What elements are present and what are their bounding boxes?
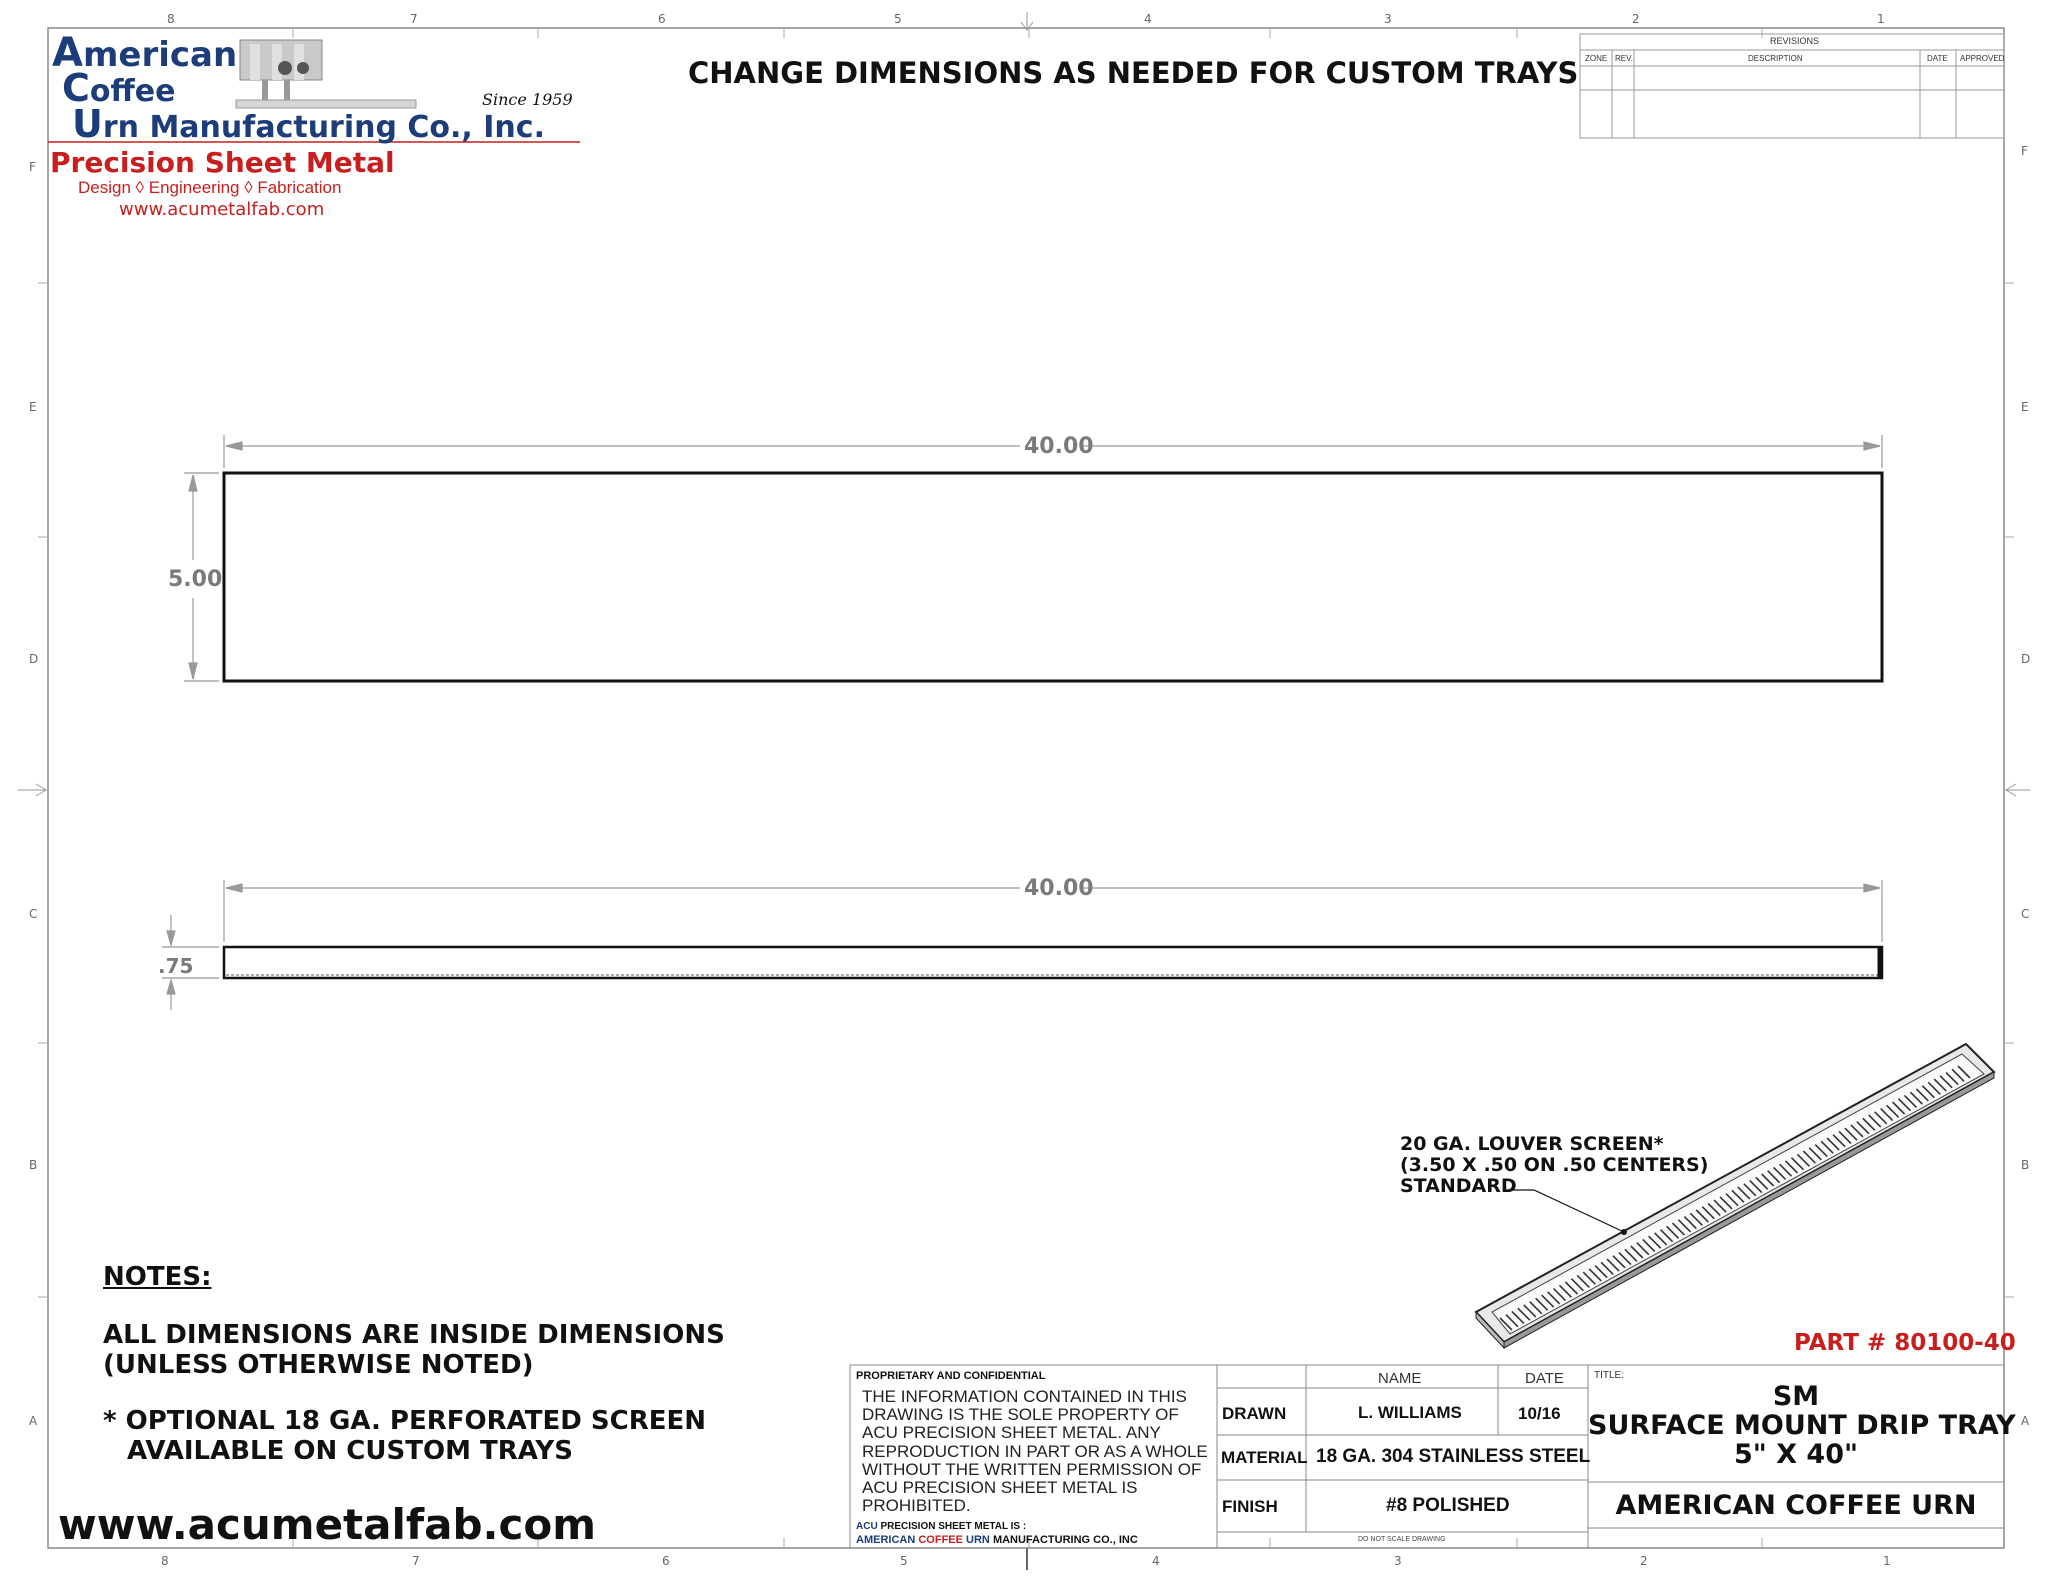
proprietary-heading: PROPRIETARY AND CONFIDENTIAL	[856, 1370, 1046, 1382]
zone-col-3-bottom: 3	[1394, 1554, 1402, 1568]
logo-since: Since 1959	[482, 90, 573, 109]
proprietary-text	[862, 1388, 1208, 1515]
do-not-scale: DO NOT SCALE DRAWING	[1358, 1536, 1446, 1543]
date-header: DATE	[1525, 1370, 1564, 1387]
proprietary-line: THE INFORMATION CONTAINED IN THIS	[862, 1387, 1187, 1406]
dim-top-width: 40.00	[1024, 434, 1094, 459]
drawn-date: 10/16	[1518, 1404, 1561, 1423]
rev-col-zone: ZONE	[1585, 54, 1608, 63]
rev-col-description: DESCRIPTION	[1748, 54, 1803, 63]
footer-url: www.acumetalfab.com	[58, 1500, 597, 1549]
zone-row-e: E	[29, 400, 37, 414]
louver-callout	[1400, 1134, 1708, 1197]
zone-col-3: 3	[1384, 12, 1392, 26]
proprietary-line: ACU PRECISION SHEET METAL IS	[862, 1478, 1138, 1498]
zone-row-c: C	[29, 907, 38, 921]
zone-col-2-bottom: 2	[1640, 1554, 1648, 1568]
finish-label: FINISH	[1222, 1497, 1278, 1516]
company-urn: URN	[966, 1534, 990, 1546]
part-number: PART # 80100-40	[1794, 1330, 2016, 1356]
logo-tagline: Precision Sheet Metal	[50, 146, 395, 179]
drawing-title	[1588, 1381, 2016, 1470]
acu-is: PRECISION SHEET METAL IS :	[880, 1521, 1027, 1532]
callout-line-1: 20 GA. LOUVER SCREEN*	[1400, 1133, 1664, 1155]
company-mfg: MANUFACTURING CO., INC	[992, 1534, 1138, 1546]
revisions-header: REVISIONS	[1770, 36, 1820, 46]
note-1-line-2: (UNLESS OTHERWISE NOTED)	[103, 1350, 534, 1380]
callout-line-3: STANDARD	[1400, 1175, 1517, 1197]
title-line-1: SM	[1772, 1381, 1820, 1412]
zone-row-a: A	[29, 1414, 38, 1428]
logo-text-american: merican	[82, 35, 238, 75]
dim-side-width: 40.00	[1024, 876, 1094, 901]
title-label: TITLE:	[1594, 1370, 1625, 1381]
zone-col-6: 6	[658, 12, 666, 26]
zone-col-6-bottom: 6	[662, 1554, 670, 1568]
zone-col-2: 2	[1632, 12, 1640, 26]
rev-col-approved: APPROVED	[1960, 54, 2005, 63]
proprietary-line: ACU PRECISION SHEET METAL. ANY	[862, 1423, 1161, 1443]
dim-top-height: 5.00	[168, 567, 223, 592]
zone-row-f: F	[29, 160, 36, 174]
material-label: MATERIAL	[1221, 1448, 1308, 1467]
logo-url: www.acumetalfab.com	[119, 199, 325, 220]
proprietary-line: WITHOUT THE WRITTEN PERMISSION OF	[862, 1459, 1202, 1479]
title-line-3: 5" X 40"	[1733, 1439, 1859, 1470]
zone-row-d: D	[29, 652, 39, 666]
zone-col-7-bottom: 7	[412, 1554, 420, 1568]
zone-col-5: 5	[894, 12, 902, 26]
zone-row-a-right: A	[2021, 1414, 2030, 1428]
zone-col-4: 4	[1144, 12, 1152, 26]
zone-col-8: 8	[167, 12, 175, 26]
logo-initial-a: A	[52, 30, 83, 76]
proprietary-line: PROHIBITED.	[862, 1496, 971, 1516]
company-line	[856, 1534, 1138, 1546]
zone-row-b-right: B	[2021, 1158, 2030, 1172]
note-1	[103, 1320, 725, 1380]
drawn-name: L. WILLIAMS	[1358, 1403, 1462, 1422]
acu-short: ACU	[856, 1521, 878, 1532]
rev-col-date: DATE	[1927, 54, 1948, 63]
proprietary-line: DRAWING IS THE SOLE PROPERTY OF	[862, 1405, 1179, 1425]
logo-initial-c: C	[62, 66, 90, 110]
zone-col-7: 7	[410, 12, 418, 26]
zone-row-b: B	[29, 1158, 38, 1172]
callout-line-2: (3.50 X .50 ON .50 CENTERS)	[1400, 1154, 1709, 1176]
company-american: AMERICAN	[856, 1534, 916, 1546]
note-2	[103, 1406, 706, 1466]
zone-row-f-right: F	[2021, 144, 2028, 158]
zone-col-1-bottom: 1	[1883, 1554, 1891, 1568]
logo-line-urn	[72, 102, 545, 146]
notes-heading: NOTES:	[103, 1262, 212, 1292]
logo-text-urn: rn Manufacturing Co., Inc.	[102, 110, 545, 145]
logo-initial-u: U	[72, 102, 103, 146]
company-coffee: COFFEE	[918, 1534, 963, 1546]
dim-side-height: .75	[158, 954, 194, 978]
title-line-2: SURFACE MOUNT DRIP TRAY	[1588, 1410, 2016, 1441]
note-1-line-1: ALL DIMENSIONS ARE INSIDE DIMENSIONS	[103, 1320, 725, 1350]
page-title: CHANGE DIMENSIONS AS NEEDED FOR CUSTOM TRAYS	[688, 56, 1579, 90]
proprietary-line: REPRODUCTION IN PART OR AS A WHOLE	[862, 1441, 1208, 1461]
logo-services: Design ◊ Engineering ◊ Fabrication	[78, 178, 342, 197]
zone-col-8-bottom: 8	[161, 1554, 169, 1568]
zone-col-4-bottom: 4	[1152, 1554, 1160, 1568]
title-company: AMERICAN COFFEE URN	[1615, 1490, 1977, 1521]
zone-col-5-bottom: 5	[900, 1554, 908, 1568]
finish-value: #8 POLISHED	[1386, 1495, 1510, 1516]
rev-col-rev: REV.	[1615, 54, 1633, 63]
acu-is-line	[856, 1521, 1026, 1532]
note-2-line-1: * OPTIONAL 18 GA. PERFORATED SCREEN	[103, 1406, 706, 1436]
drawn-label: DRAWN	[1222, 1404, 1287, 1423]
note-2-line-2: AVAILABLE ON CUSTOM TRAYS	[127, 1436, 573, 1466]
material-value: 18 GA. 304 STAINLESS STEEL	[1316, 1446, 1591, 1467]
name-header: NAME	[1378, 1370, 1422, 1387]
logo-text-coffee: offee	[89, 74, 176, 109]
zone-row-c-right: C	[2021, 907, 2030, 921]
zone-col-1: 1	[1877, 12, 1885, 26]
zone-row-d-right: D	[2021, 652, 2031, 666]
zone-row-e-right: E	[2021, 400, 2029, 414]
